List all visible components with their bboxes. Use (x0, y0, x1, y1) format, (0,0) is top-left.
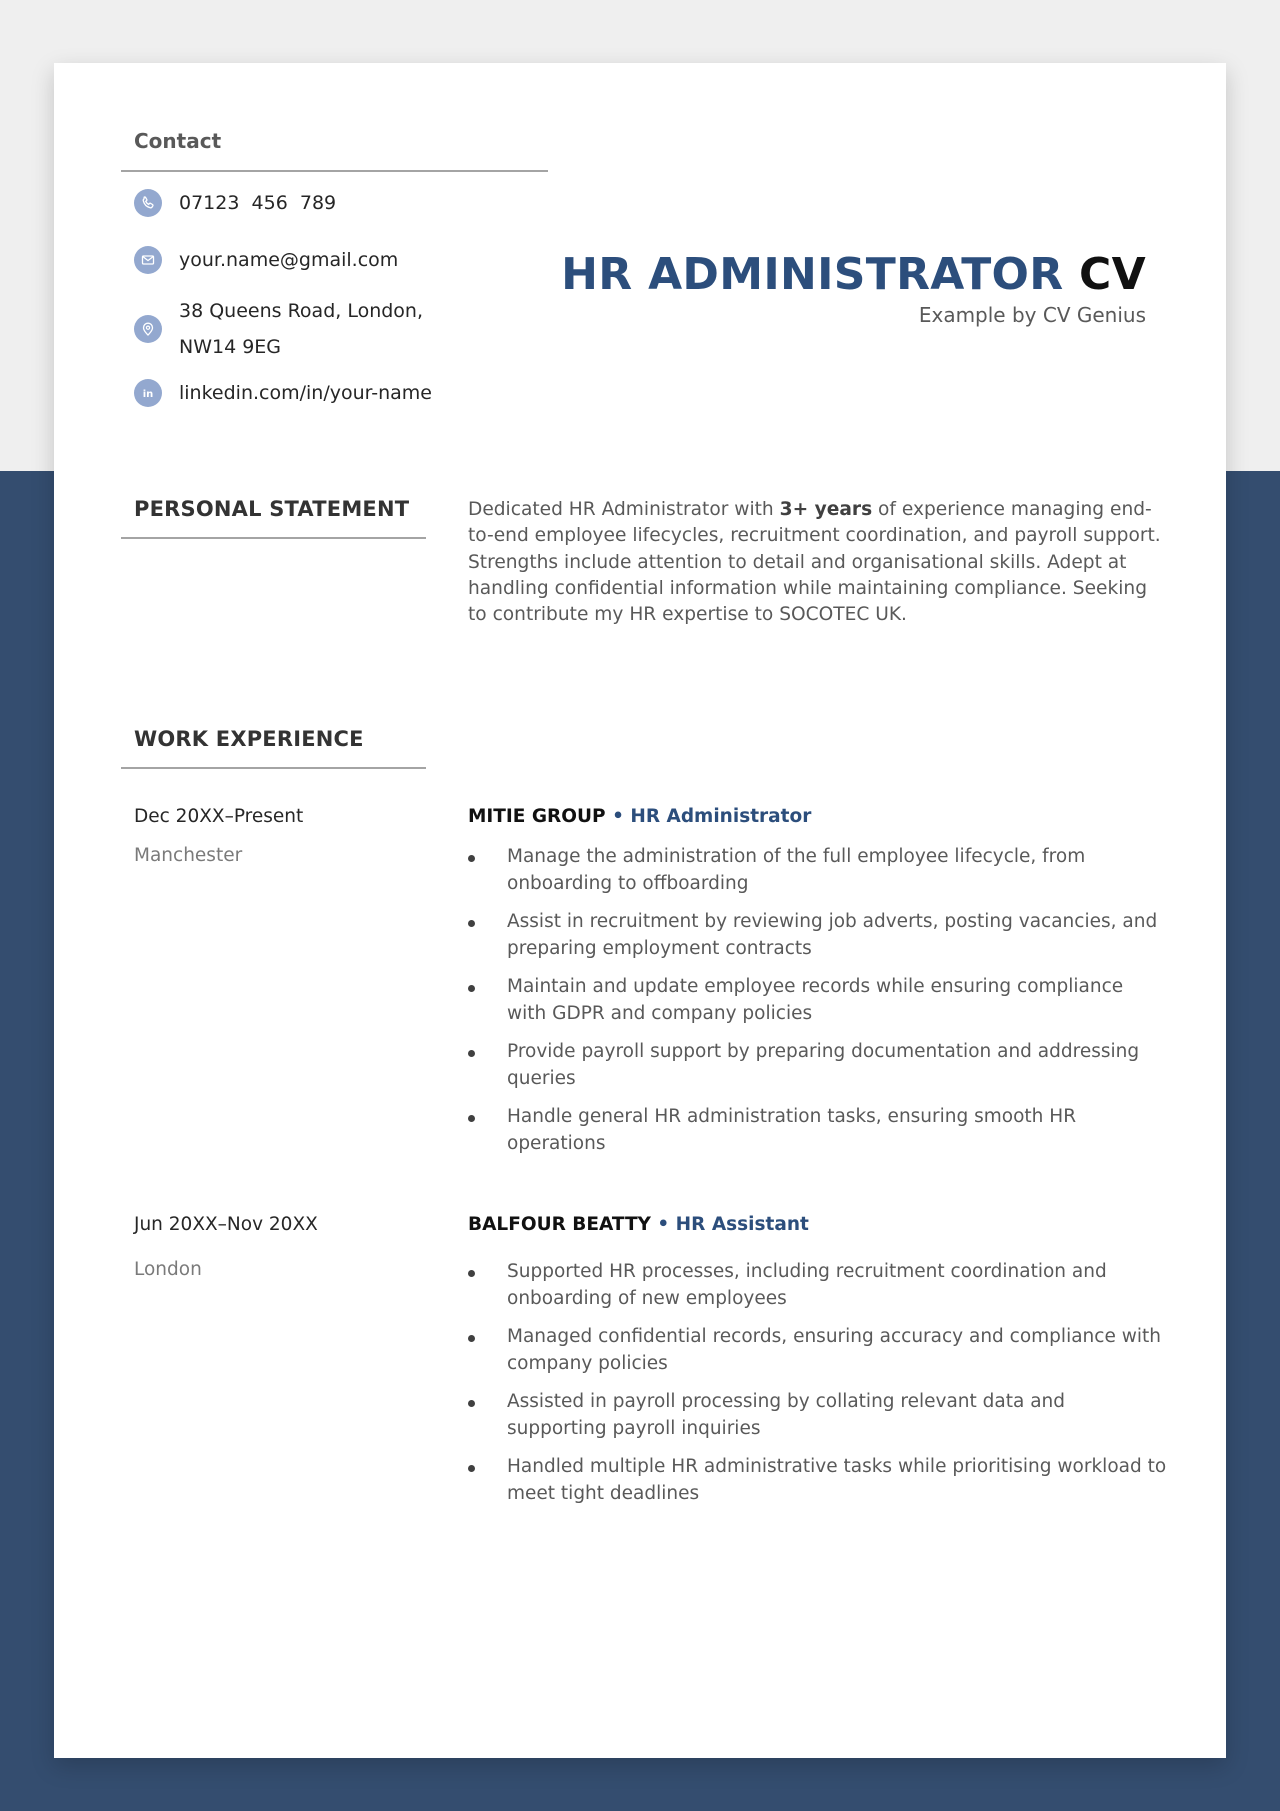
statement-part-2: of experience managing end-to-end employee lifecycles, recruitment coordination, and payroll support. Strengths include attention to detail and organisational skills. Adept at handling confidential information while maintaining compliance. Seeking to contribute my HR expertise to SOCOTEC UK. (468, 499, 1161, 626)
location-pin-icon (134, 315, 162, 343)
email-address: your.name@gmail.com (179, 249, 399, 271)
title-main: HR ADMINISTRATOR (561, 249, 1064, 300)
job-location: London (134, 1259, 202, 1280)
job-location: Manchester (134, 845, 243, 866)
bullet-dot (468, 1335, 475, 1342)
bullet-item (468, 1104, 1168, 1157)
bullet-text: Assisted in payroll processing by collating relevant data and supporting payroll inquiries (507, 1391, 1066, 1439)
contact-heading: Contact (134, 129, 222, 153)
bullet-dot (468, 1050, 475, 1057)
bullet-dot (468, 855, 475, 862)
postal-address: 38 Queens Road, London, NW14 9EG (179, 300, 424, 358)
contact-email (134, 242, 398, 278)
personal-statement-text (468, 497, 1166, 628)
svg-text:in: in (142, 389, 154, 400)
bullet-dot (468, 1465, 475, 1472)
job-bullets (468, 1259, 1168, 1519)
bullet-dot (468, 985, 475, 992)
job-bullets (468, 844, 1168, 1169)
title-block (561, 251, 1146, 327)
contact-phone (134, 185, 336, 221)
personal-statement-divider (121, 537, 426, 539)
bullet-text: Manage the administration of the full employee lifecycle, from onboarding to offboarding (507, 846, 1086, 894)
job-role: • HR Assistant (650, 1214, 809, 1235)
bullet-text: Handle general HR administration tasks, ensuring smooth HR operations (507, 1106, 1077, 1154)
bullet-item (468, 1039, 1168, 1092)
email-icon (134, 246, 162, 274)
job-dates: Jun 20XX–Nov 20XX (134, 1214, 318, 1235)
job-role: • HR Administrator (605, 806, 812, 827)
contact-address (134, 293, 423, 365)
personal-statement-heading: PERSONAL STATEMENT (134, 497, 410, 521)
bullet-item (468, 1454, 1168, 1507)
job-dates: Dec 20XX–Present (134, 806, 304, 827)
bullet-item (468, 1324, 1168, 1377)
bullet-item (468, 1389, 1168, 1442)
linkedin-icon (134, 379, 162, 407)
job-heading (468, 1214, 809, 1235)
bullet-text: Provide payroll support by preparing documentation and addressing queries (507, 1041, 1140, 1089)
bullet-text: Managed confidential records, ensuring accuracy and compliance with company policies (507, 1326, 1161, 1374)
work-experience-heading: WORK EXPERIENCE (134, 727, 364, 751)
linkedin-url: linkedin.com/in/your-name (179, 382, 432, 404)
work-experience-divider (121, 767, 426, 769)
bullet-text: Handled multiple HR administrative tasks while prioritising workload to meet tight deadlines (507, 1456, 1167, 1504)
bullet-text: Maintain and update employee records while ensuring compliance with GDPR and company policies (507, 976, 1124, 1024)
bullet-item (468, 844, 1168, 897)
page-title (561, 251, 1146, 299)
contact-linkedin (134, 375, 432, 411)
bullet-dot (468, 1270, 475, 1277)
bullet-dot (468, 920, 475, 927)
bullet-item (468, 1259, 1168, 1312)
company-name: MITIE GROUP (468, 806, 606, 827)
title-cv: CV (1079, 249, 1146, 300)
statement-part-1: Dedicated HR Administrator with (468, 499, 780, 520)
contact-divider (121, 170, 548, 172)
bullet-text: Assist in recruitment by reviewing job adverts, posting vacancies, and preparing employment contracts (507, 911, 1158, 959)
job-heading (468, 806, 811, 827)
phone-icon (134, 189, 162, 217)
bullet-text: Supported HR processes, including recruitment coordination and onboarding of new employees (507, 1261, 1107, 1309)
page-subtitle: Example by CV Genius (918, 303, 1146, 328)
statement-bold: 3+ years (779, 499, 873, 520)
company-name: BALFOUR BEATTY (468, 1214, 651, 1235)
bullet-item (468, 974, 1168, 1027)
bullet-dot (468, 1115, 475, 1122)
phone-number: 07123 456 789 (179, 192, 337, 214)
cv-page (54, 63, 1226, 1758)
bullet-dot (468, 1400, 475, 1407)
bullet-item (468, 909, 1168, 962)
